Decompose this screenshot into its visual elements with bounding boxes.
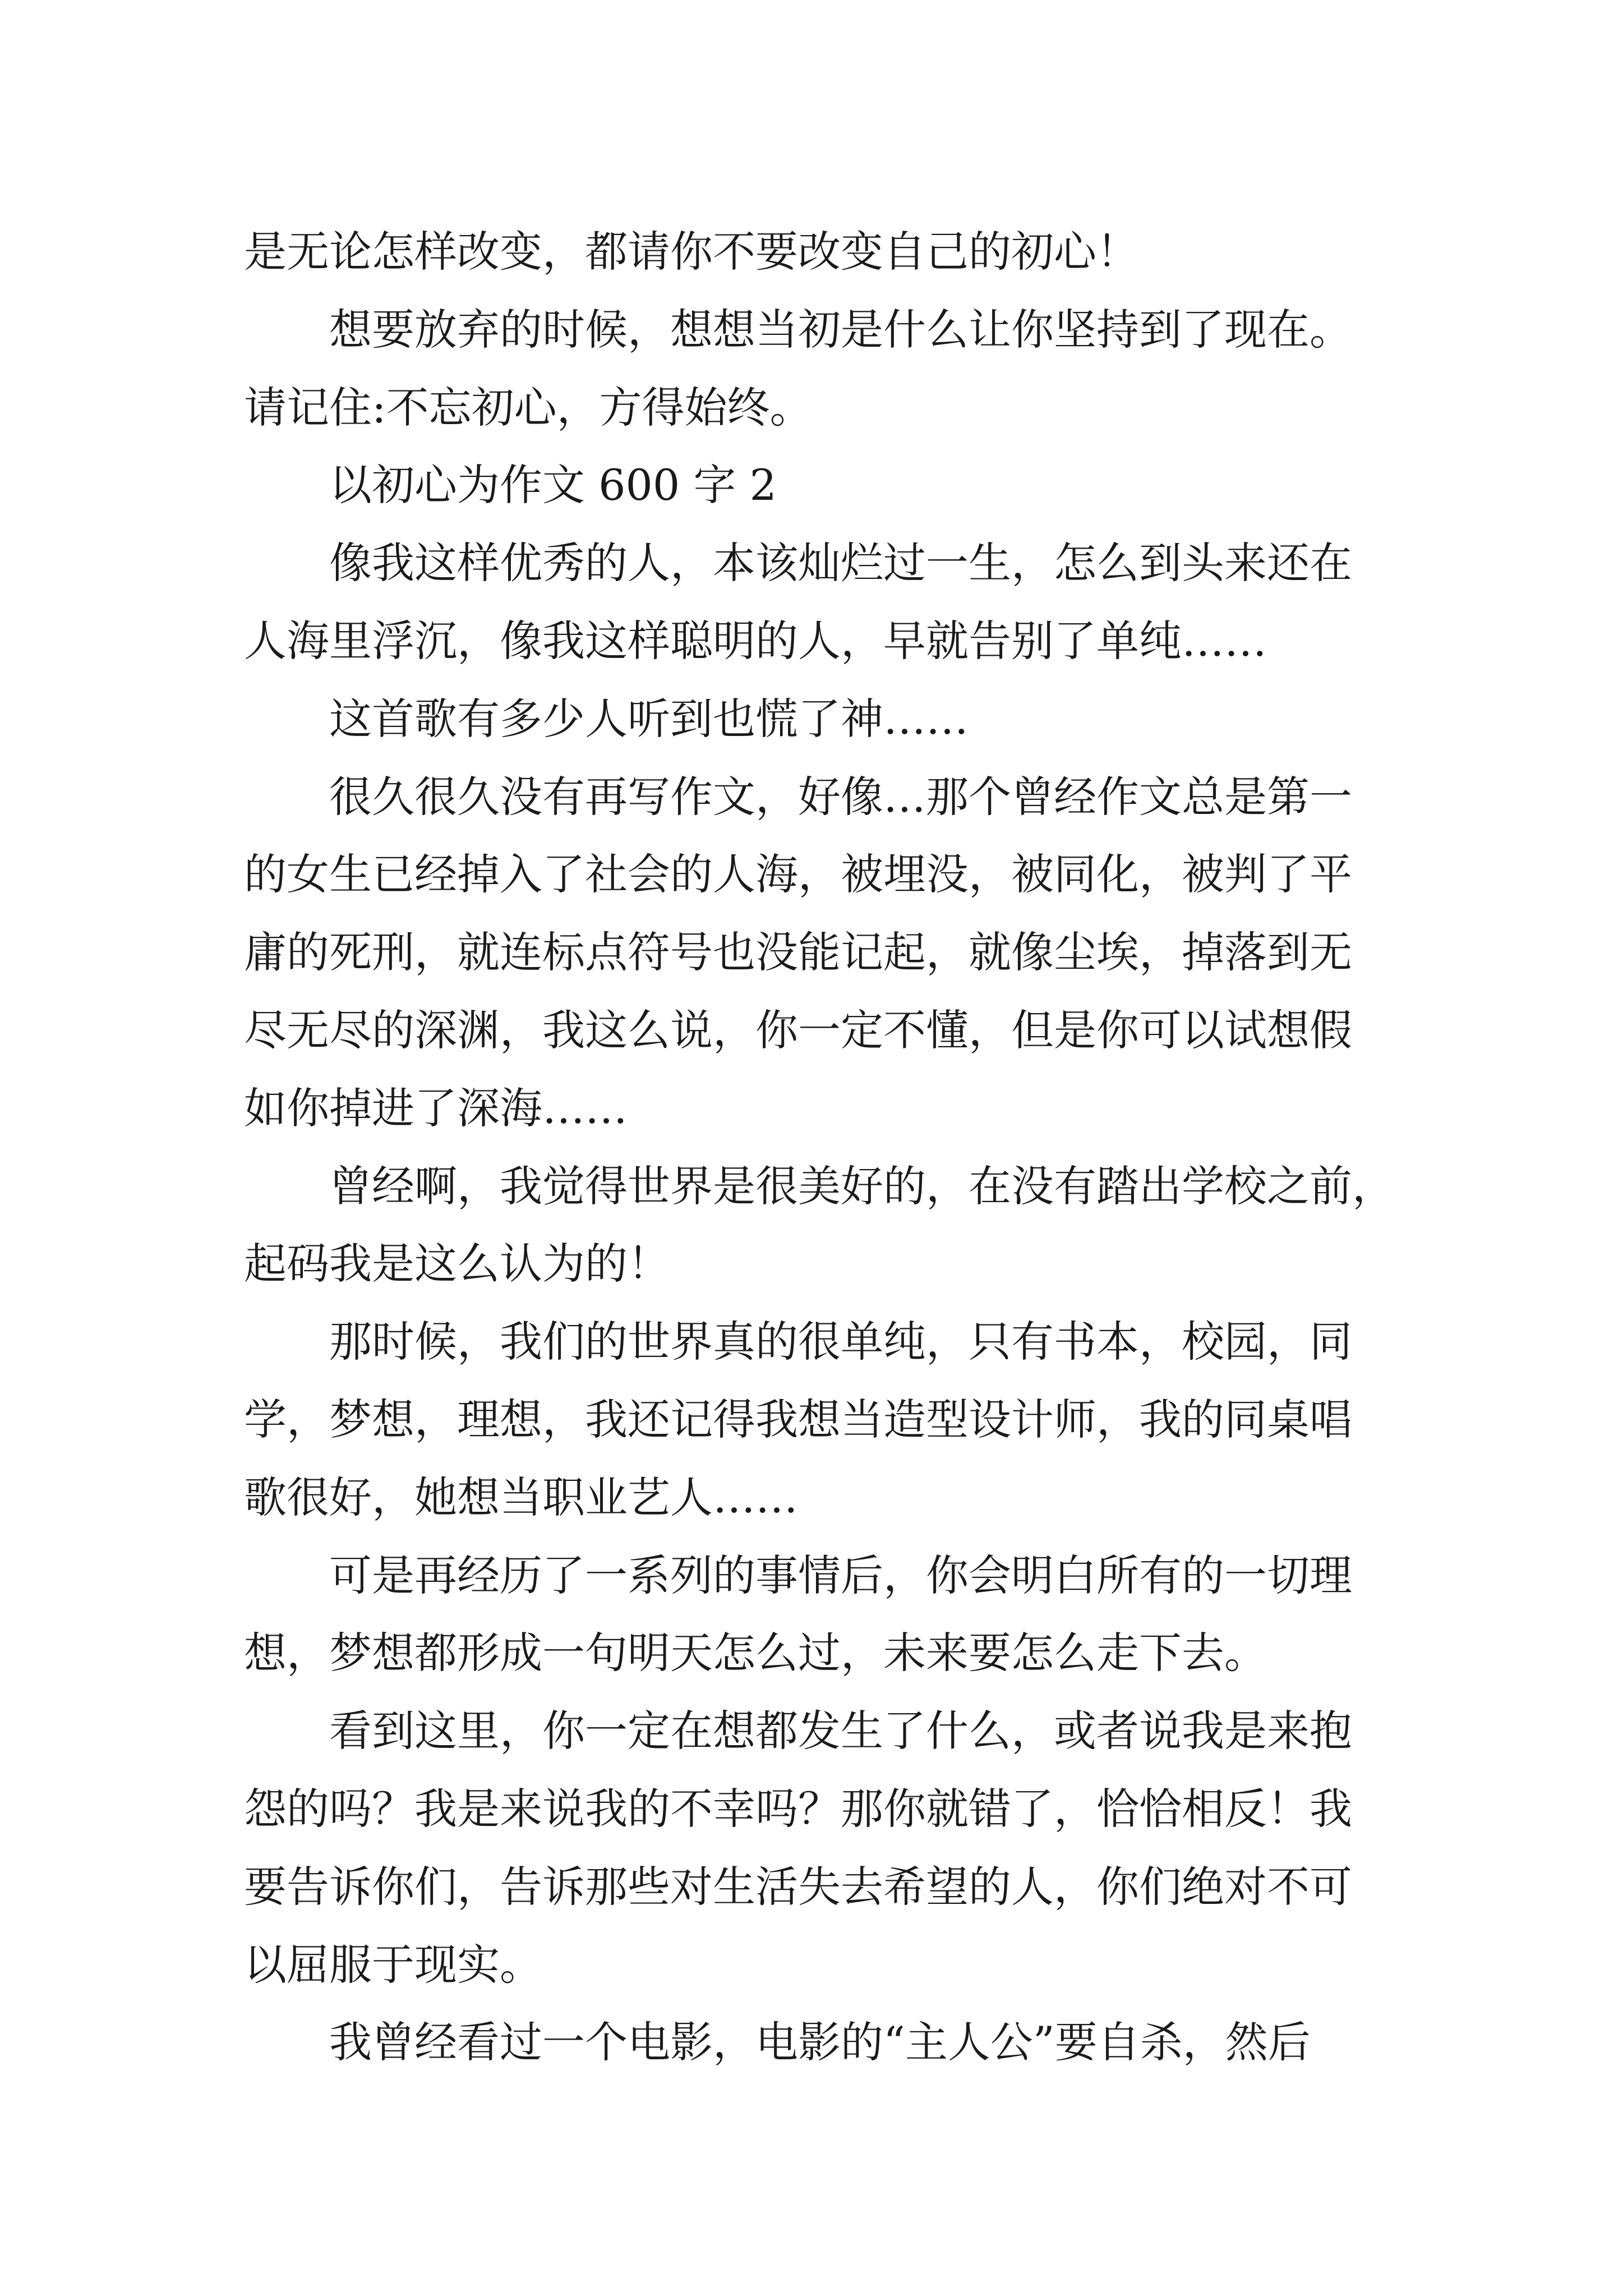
text-line: 歌很好，她想当职业艺人…… — [244, 1472, 798, 1522]
text-line: 请记住:不忘初心，方得始终。 — [244, 382, 813, 432]
text-line: 这首歌有多少人听到也慌了神…… — [329, 693, 969, 744]
text-line: 以屈服于现实。 — [244, 1939, 542, 1990]
text-line: 学，梦想，理想，我还记得我想当造型设计师，我的同桌唱 — [244, 1394, 1352, 1444]
body-text — [244, 213, 1410, 2082]
text-line: 尽无尽的深渊，我这么说，你一定不懂，但是你可以试想假 — [244, 1005, 1352, 1055]
text-line: 人海里浮沉，像我这样聪明的人，早就告别了单纯…… — [244, 615, 1267, 666]
text-line: 想要放弃的时候，想想当初是什么让你坚持到了现在。 — [329, 304, 1352, 355]
text-line: 看到这里，你一定在想都发生了什么，或者说我是来抱 — [329, 1706, 1352, 1756]
text-line: 起码我是这么认为的！ — [244, 1239, 670, 1289]
text-line: 曾经啊，我觉得世界是很美好的，在没有踏出学校之前， — [329, 1161, 1395, 1211]
text-line: 可是再经历了一系列的事情后，你会明白所有的一切理 — [329, 1550, 1352, 1600]
text-line: 怨的吗？我是来说我的不幸吗？那你就错了，恰恰相反！我 — [244, 1783, 1352, 1834]
text-line: 如你掉进了深海…… — [244, 1083, 628, 1133]
text-line: 要告诉你们，告诉那些对生活失去希望的人，你们绝对不可 — [244, 1861, 1352, 1912]
text-line: 那时候，我们的世界真的很单纯，只有书本，校园，同 — [329, 1317, 1352, 1367]
text-line: 想，梦想都形成一句明天怎么过，未来要怎么走下去。 — [244, 1628, 1267, 1678]
text-line: 的女生已经掉入了社会的人海，被埋没，被同化，被判了平 — [244, 849, 1352, 900]
text-line: 我曾经看过一个电影，电影的“主人公”要自杀，然后 — [329, 2017, 1311, 2068]
text-line: 像我这样优秀的人，本该灿烂过一生，怎么到头来还在 — [329, 538, 1352, 588]
text-line: 庸的死刑，就连标点符号也没能记起，就像尘埃，掉落到无 — [244, 927, 1352, 978]
text-line: 是无论怎样改变，都请你不要改变自己的初心！ — [244, 227, 1139, 277]
text-line: 很久很久没有再写作文，好像…那个曾经作文总是第一 — [329, 771, 1352, 822]
essay-heading: 以初心为作文 600 字 2 — [329, 460, 777, 510]
